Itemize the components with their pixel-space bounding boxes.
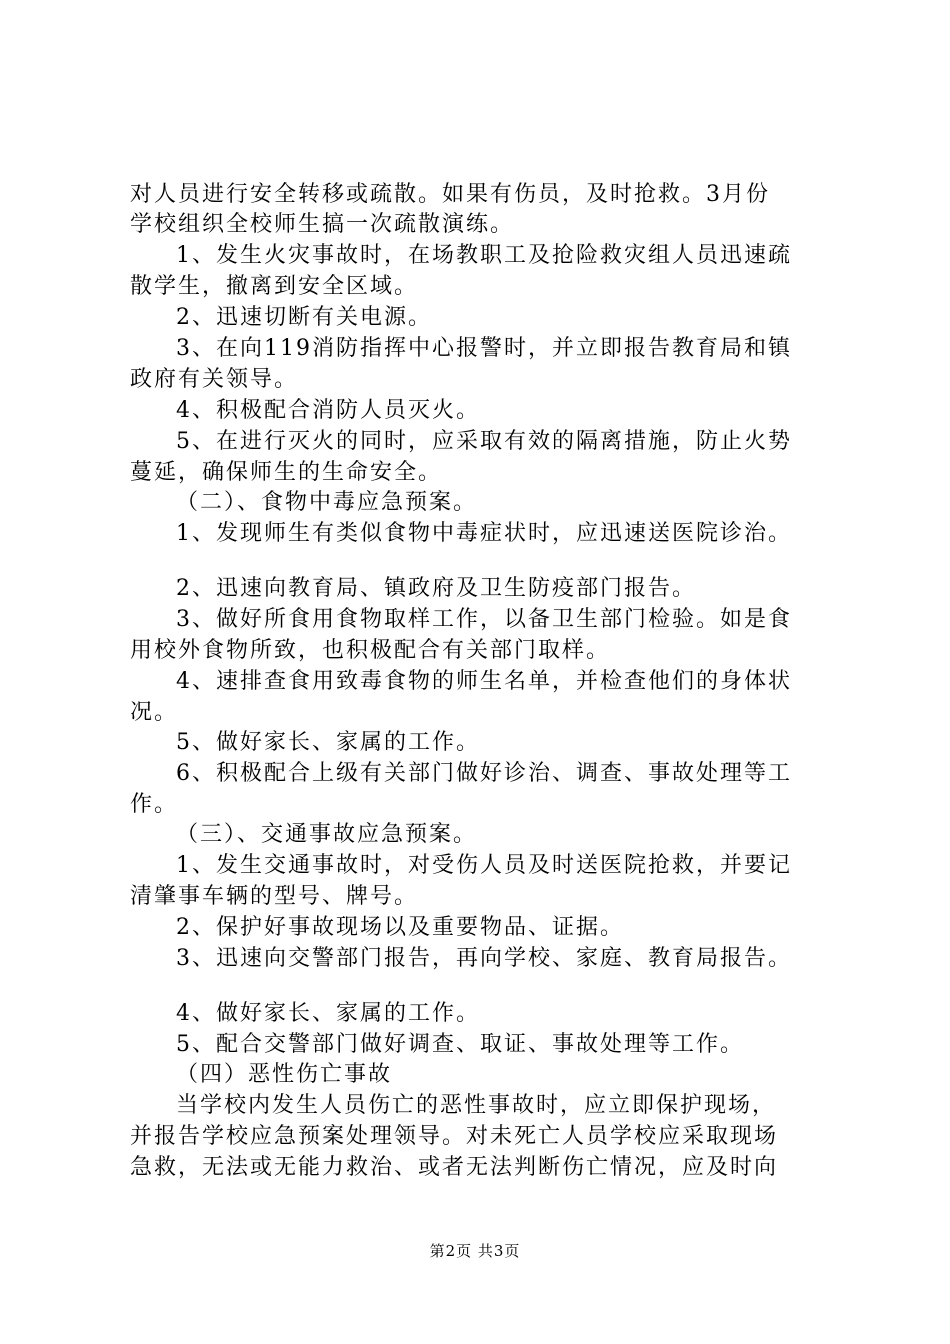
text-line: 散学生，撤离到安全区域。 — [130, 274, 419, 299]
text-line: 当学校内发生人员伤亡的恶性事故时，应立即保护现场， — [176, 1093, 777, 1118]
section-heading: （三）、交通事故应急预案。 — [176, 822, 478, 847]
text-line: 蔓延，确保师生的生命安全。 — [130, 460, 443, 485]
text-line: 并报告学校应急预案处理领导。对未死亡人员学校应采取现场 — [130, 1124, 779, 1149]
text-line: 2、保护好事故现场以及重要物品、证据。 — [176, 915, 624, 940]
text-line: 4、做好家长、家属的工作。 — [176, 1001, 480, 1026]
section-heading: （二）、食物中毒应急预案。 — [176, 490, 478, 515]
text-line: 3、迅速向交警部门报告，再向学校、家庭、教育局报告。 — [176, 946, 792, 971]
text-line: 3、做好所食用食物取样工作，以备卫生部门检验。如是食 — [176, 607, 792, 632]
text-line: 对人员进行安全转移或疏散。如果有伤员，及时抢救。3月份 — [130, 182, 770, 207]
section-heading: （四）恶性伤亡事故 — [176, 1062, 393, 1087]
text-line: 用校外食物所致，也积极配合有关部门取样。 — [130, 638, 611, 663]
text-line: 4、速排查食用致毒食物的师生名单，并检查他们的身体状 — [176, 669, 792, 694]
page-footer: 第2页 共3页 — [429, 1242, 521, 1260]
text-line: 学校组织全校师生搞一次疏散演练。 — [130, 212, 515, 237]
text-line: 急救，无法或无能力救治、或者无法判断伤亡情况，应及时向 — [130, 1155, 779, 1180]
text-line: 清肇事车辆的型号、牌号。 — [130, 884, 419, 909]
text-line: 3、在向119消防指挥中心报警时，并立即报告教育局和镇 — [176, 336, 792, 361]
text-line: 5、做好家长、家属的工作。 — [176, 730, 480, 755]
text-line: 政府有关领导。 — [130, 367, 299, 392]
text-line: 况。 — [130, 700, 179, 725]
text-line: 6、积极配合上级有关部门做好诊治、调查、事故处理等工 — [176, 761, 792, 786]
text-line: 4、积极配合消防人员灭火。 — [176, 398, 480, 423]
text-line: 5、配合交警部门做好调查、取证、事故处理等工作。 — [176, 1032, 744, 1057]
text-line: 作。 — [130, 792, 179, 817]
text-line: 1、发生交通事故时，对受伤人员及时送医院抢救，并要记 — [176, 853, 792, 878]
text-line: 1、发现师生有类似食物中毒症状时，应迅速送医院诊治。 — [176, 521, 792, 546]
text-line: 2、迅速切断有关电源。 — [176, 305, 432, 330]
text-line: 5、在进行灭火的同时，应采取有效的隔离措施，防止火势 — [176, 429, 792, 454]
text-line: 2、迅速向教育局、镇政府及卫生防疫部门报告。 — [176, 576, 696, 601]
text-line: 1、发生火灾事故时，在场教职工及抢险救灾组人员迅速疏 — [176, 243, 792, 268]
